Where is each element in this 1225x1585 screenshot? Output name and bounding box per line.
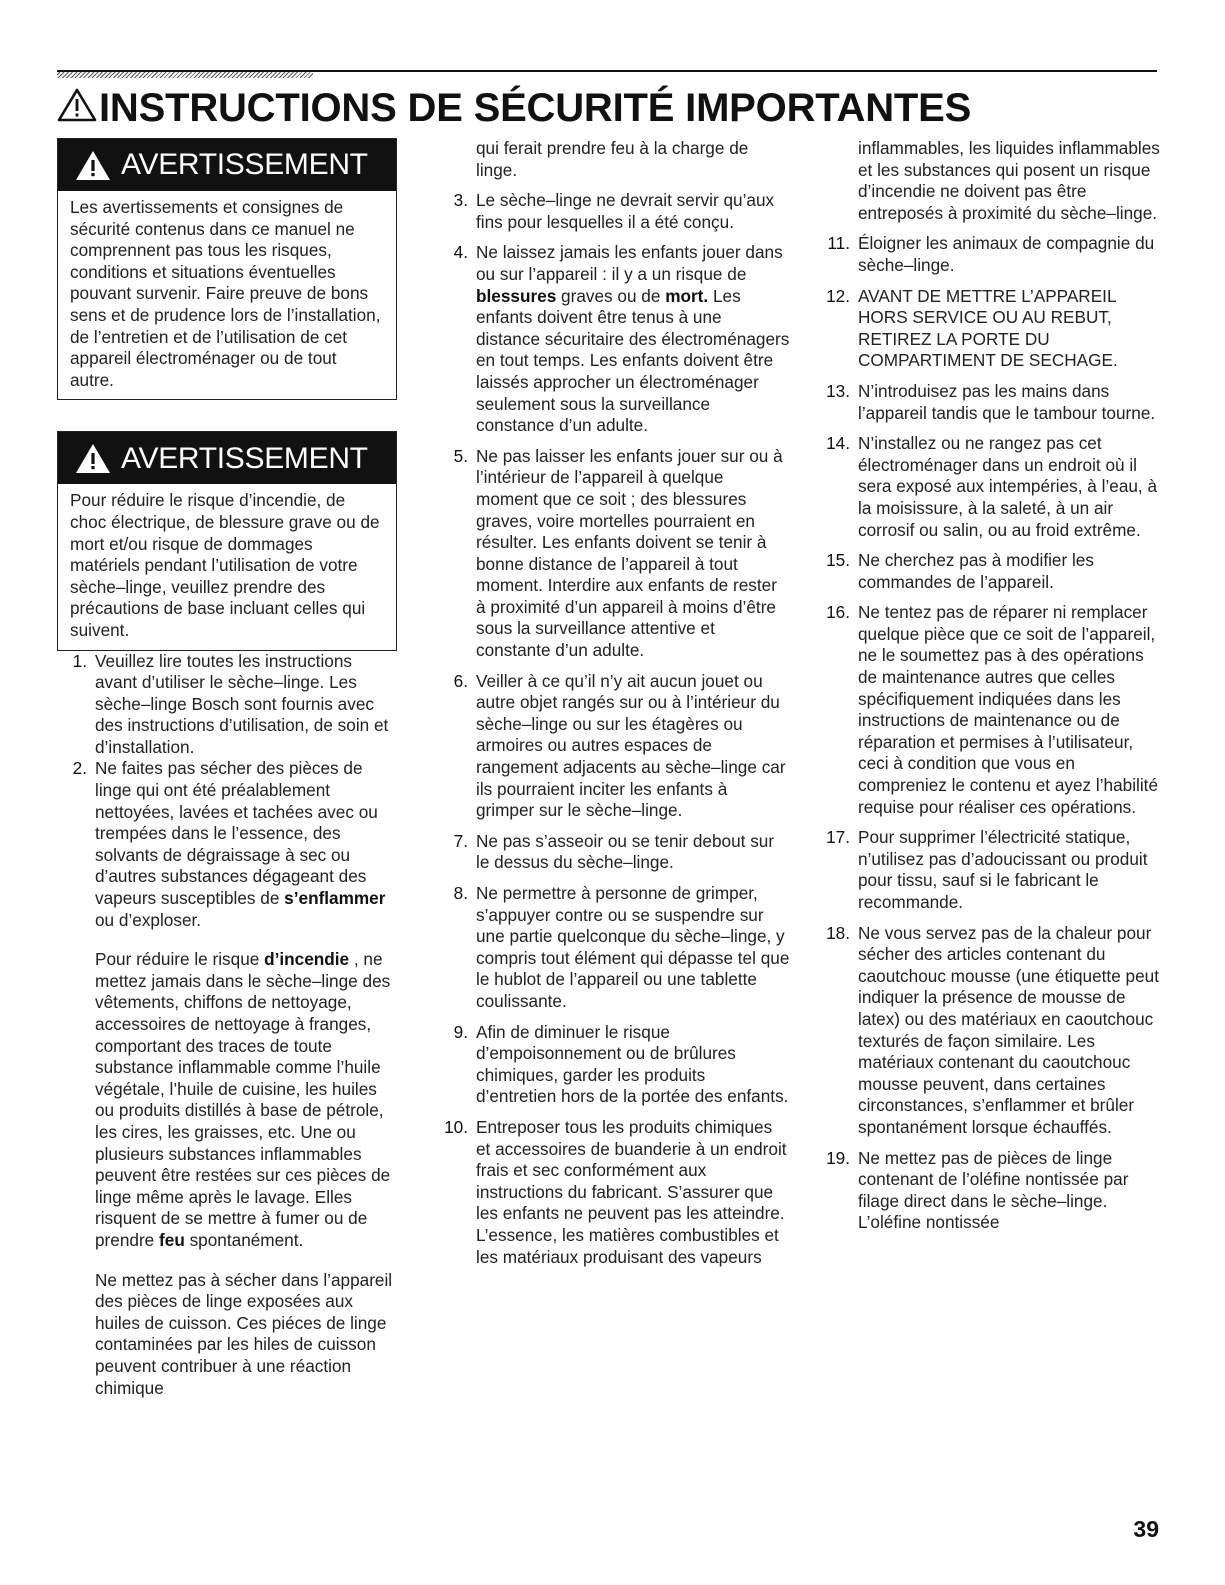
list-item [820,827,1165,913]
item-number: 18. [826,922,850,943]
item-text: Ne pas laisser les enfants jouer sur ou à l’intérieur de l’appareil à quelque moment que ce soit ; des blessures graves, voire mortelles pourraient en résulter. Les enfants doivent se tenir à bonne distance de l’appareil à tout moment. Interdire aux enfants de rester à proximité d’un appareil à moins d’être sous la surveillance attentive et constante d’un adulte. [476,445,783,661]
item-number: 15. [826,550,850,571]
list-item [820,602,1165,818]
page-title [57,86,971,131]
page-title-text: INSTRUCTIONS DE SÉCURITÉ IMPORTANTES [99,86,972,130]
item-number: 2. [72,758,87,779]
item-number: 16. [826,602,850,623]
list-item [820,286,1165,372]
list-item [438,831,790,874]
page-number: 39 [1133,1516,1159,1542]
list-item [438,446,790,662]
item-number: 11. [827,233,850,254]
item-number: 5. [453,445,468,466]
item-text: Ne vous servez pas de la chaleur pour sécher des articles contenant du caoutchouc mousse (une étiquette peut indiquer la présence de mousse de latex) ou des matériaux en caoutchouc texturés de façon similaire. Les matériaux contenant du caoutchouc mousse peuvent, dans certaines circonstances, s’enflammer et brûler spontanément lorsque échauffés. [858,922,1159,1137]
item-text: Éloigner les animaux de compagnie du sèche–linge. [858,233,1155,275]
item-number: 13. [826,380,850,401]
warning-heading-2: AVERTISSEMENT [121,441,368,475]
warning-header-2 [58,432,396,484]
list-item [820,1148,1165,1234]
item-number: 3. [453,190,468,211]
item-text: graves ou de [556,285,666,306]
list-item [820,550,1165,593]
instruction-list-col1 [57,651,397,932]
item-number: 7. [453,830,468,851]
continuation-text: inflammables, les liquides inflammables et les substances qui posent un risque d’incendie ne doivent pas être entreposés à proximité du sèche–linge. [858,138,1160,223]
warning-header-1 [58,139,396,191]
item-text: Ne cherchez pas à modifier les commandes de l’appareil. [858,550,1094,592]
list-item [438,242,790,436]
item-text: Entreposer tous les produits chimiques et accessoires de buanderie à un endroit frais et sec conformément aux instructions du fabricant. S’assurer que les enfants ne peuvent pas les atteindre. L’essence, les matières combustibles et les matériaux produisant des vapeurs [476,1116,787,1267]
emphasis: mort. [665,285,709,306]
item-text: Ne laissez jamais les enfants jouer dans ou sur l’appareil : il y a un risque de [476,242,783,284]
item-number: 1. [72,650,87,671]
item-text: ou d’exploser. [95,909,202,930]
item-text: Pour supprimer l’électricité statique, n’utilisez pas d’adoucissant ou produit pour tissu, sauf si le fabricant le recommande. [858,827,1148,912]
item-number: 17. [826,827,850,848]
list-item [820,233,1165,276]
warning-text-1: Les avertissements et consignes de sécurité contenus dans ce manuel ne comprennent pas tous les risques, conditions et situations éventuelles pouvant survenir. Faire preuve de bons sens et de prudence lors de l’installation, de l’entretien et de l’utilisation de cet appareil électroménager ou de tout autre. [70,197,381,390]
item-text: Pour réduire le risque [95,949,265,970]
item-text: Les enfants doivent être tenus à une distance sécuritaire des électroménagers en tout temps. Les enfants doivent être laissés approcher un électroménager seulement sous la surveillance constance d’un adulte. [476,285,790,436]
item-number: 4. [453,242,468,263]
warning-box-1 [57,138,397,400]
warning-triangle-icon [75,150,111,181]
item-text: Ne mettez pas de pièces de linge contenant de l’oléfine nontissée par filage direct dans le sèche–linge. L’oléfine nontissée [858,1147,1129,1233]
instruction-list-col2 [438,190,790,1268]
warning-triangle-icon [57,87,97,131]
paragraph-fire-risk [57,949,397,1251]
item-text: Ne permettre à personne de grimper, s’appuyer contre ou se suspendre sur une partie quelconque du sèche–linge, y compris tout élément qui dépasse tel que le hublot de l’appareil ou une tablette coulissante. [476,883,790,1011]
item-number: 10. [444,1116,468,1137]
paragraph-cooking-oils: Ne mettez pas à sécher dans l’appareil des pièces de linge exposées aux huiles de cuisson. Ces piéces de linge contaminées par les hiles de cuisson peuvent contribuer à une réaction chimique [95,1269,393,1398]
warning-triangle-icon [75,443,111,474]
warning-box-2 [57,431,397,650]
list-item [438,1022,790,1108]
list-item [57,651,397,759]
item-text: Le sèche–linge ne devrait servir qu’aux fins pour lesquelles il a été conçu. [476,190,775,232]
item-number: 6. [453,670,468,691]
list-item [820,433,1165,541]
item-text: spontanément. [184,1229,304,1250]
item-number: 14. [826,433,850,454]
item-number: 12. [826,285,850,306]
warning-text-2: Pour réduire le risque d’incendie, de choc électrique, de blessure grave ou de mort et/ou risque de dommages matériels pendant l’utilisation de votre sèche–linge, veuillez prendre des précautions de base incluant celles qui suivent. [70,490,380,640]
emphasis: d’incendie [264,949,350,970]
emphasis: s’enflammer [284,888,386,909]
list-item [438,883,790,1013]
continuation-text: qui ferait prendre feu à la charge de linge. [476,138,749,180]
list-item [438,190,790,233]
item-number: 19. [826,1147,850,1168]
warning-heading-1: AVERTISSEMENT [121,148,368,182]
item-text: AVANT DE METTRE L’APPAREIL HORS SERVICE OU AU REBUT, RETIREZ LA PORTE DU COMPARTIMENT DE SECHAGE. [858,285,1118,371]
list-item [820,381,1165,424]
item-text: Veuillez lire toutes les instructions avant d’utiliser le sèche–linge. Les sèche–linge Bosch sont fournis avec des instructions d’utilisation, de soin et d’installation. [95,650,389,757]
emphasis: blessures [476,285,557,306]
item-text: N’introduisez pas les mains dans l’appareil tandis que le tambour tourne. [858,380,1156,423]
header-rule [57,70,1157,72]
emphasis: feu [159,1229,185,1250]
item-text: Veiller à ce qu’il n’y ait aucun jouet ou autre objet rangés sur ou à l’intérieur du sèche–linge ou sur les étagères ou armoires ou autres espaces de rangement adjacents au sèche–linge car ils pourraient inciter les enfants à grimper sur le sèche–linge. [476,670,786,821]
column-2 [438,138,790,1277]
item-number: 8. [453,883,468,903]
item-text: Afin de diminuer le risque d’empoisonnement ou de brûlures chimiques, garder les produits d’entretien hors de la portée des enfants. [476,1021,789,1107]
item-text: , ne mettez jamais dans le sèche–linge des vêtements, chiffons de nettoyage, accessoires de nettoyage à franges, comportant des traces de toute substance inflammable comme l’huile végétale, l’huile de cuisine, les huiles ou produits distillés à base de pétrole, les cires, les graisses, etc. Une ou plusieurs substances inflammables peuvent être restées sur ces pièces de linge même après le lavage. Elles risquent de se mettre à fumer ou de prendre [95,949,391,1250]
list-item [57,758,397,931]
list-item [438,671,790,822]
item-text: Ne tentez pas de réparer ni remplacer quelque pièce que ce soit de l’appareil, ne le soumettez pas à des opérations de maintenance autres que celles spécifiquement indiquées dans les instructions de maintenance ou de réparation et permises à l’utilisateur, ceci à condition que vous en compreniez le contenu et ayez l’habilité requise pour réaliser ces opérations. [858,602,1159,817]
column-1 [57,138,397,1399]
item-number: 9. [453,1021,468,1042]
item-text: N’installez ou ne rangez pas cet électroménager dans un endroit où il sera exposé aux intempéries, à l’eau, à la moisissure, à la saleté, à un air corrosif ou salin, ou au froid extrême. [858,433,1158,540]
column-3 [820,138,1165,1243]
list-item [438,1117,790,1268]
list-item [820,923,1165,1139]
item-text: Ne pas s’asseoir ou se tenir debout sur le dessus du sèche–linge. [476,830,775,873]
item-text: Ne faites pas sécher des pièces de linge qui ont été préalablement nettoyées, lavées et tachées avec ou trempées dans le l’essence, des solvants de dégraissage à sec ou d’autres substances dégageant des vapeurs susceptibles de [95,758,378,909]
instruction-list-col3 [820,233,1165,1234]
